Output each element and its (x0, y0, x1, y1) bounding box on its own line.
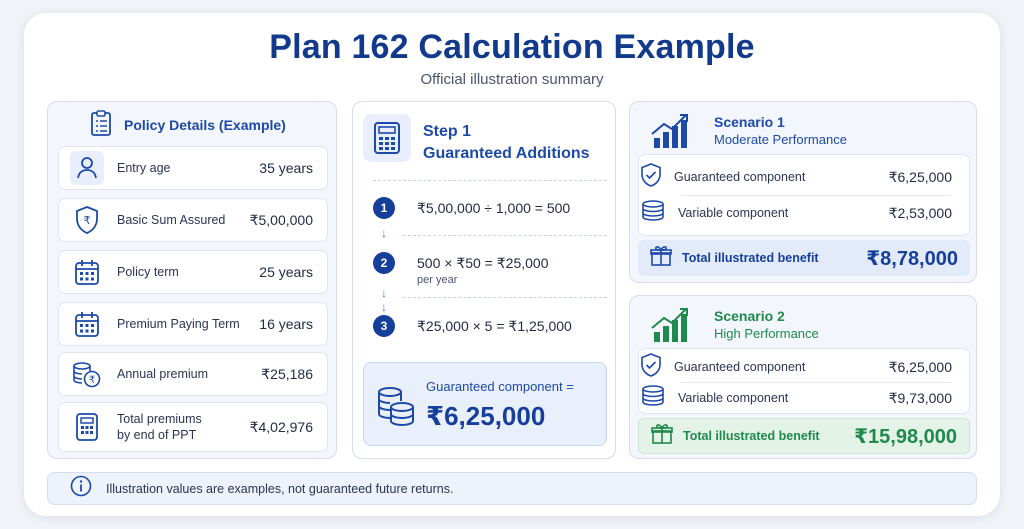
scenario-name: Scenario 2 (714, 308, 785, 324)
row-label: Policy term (117, 265, 179, 279)
result-label: Guaranteed component = (426, 379, 574, 394)
scenario-header (650, 112, 847, 155)
step-title-line2: Guaranteed Additions (423, 145, 590, 162)
step-number: 1 (373, 197, 395, 219)
guaranteed-row (640, 352, 952, 382)
scenario-1-panel (629, 101, 977, 283)
arrow-down-icon: ↓ (381, 226, 387, 240)
calc-step-2 (373, 252, 603, 286)
row-label: Variable component (678, 206, 789, 220)
calc-expression: ₹5,00,000 ÷ 1,000 = 500 (417, 199, 571, 216)
total-label: Total illustrated benefit (682, 251, 819, 265)
policy-row-policy-term (58, 250, 328, 294)
row-label: Entry age (117, 161, 171, 175)
row-value: 35 years (259, 160, 313, 176)
variable-row (640, 383, 952, 413)
divider (403, 297, 607, 298)
total-benefit-row (638, 418, 970, 454)
row-label: Total premiums by end of PPT (117, 412, 202, 442)
policy-row-total-premiums (58, 402, 328, 452)
coins-icon (640, 385, 666, 412)
row-value: 16 years (259, 316, 313, 332)
row-label: Variable component (678, 391, 789, 405)
divider (373, 180, 607, 181)
total-label: Total illustrated benefit (683, 429, 820, 443)
divider (403, 235, 607, 236)
shield-check-icon (640, 163, 662, 192)
step-number: 3 (373, 315, 395, 337)
chart-growth-icon (650, 112, 692, 155)
policy-row-sum-assured (58, 198, 328, 242)
calendar-icon (67, 310, 107, 338)
coins-icon (640, 200, 666, 227)
chart-growth-icon (650, 306, 692, 349)
arrow-down-icon: ↓ ↓ (381, 286, 387, 314)
row-label: Basic Sum Assured (117, 213, 226, 227)
step-panel (352, 101, 616, 459)
page-subtitle: Official illustration summary (420, 71, 604, 88)
scenario-title (714, 306, 819, 349)
total-value: ₹15,98,000 (854, 425, 957, 448)
guaranteed-component-box (363, 362, 607, 446)
row-label: Guaranteed component (674, 170, 806, 184)
step-title-line1: Step 1 (423, 123, 472, 140)
row-label: Premium Paying Term (117, 317, 240, 331)
row-label: Guaranteed component (674, 360, 806, 374)
calc-expression: 500 × ₹50 = ₹25,000 (417, 254, 549, 271)
policy-details-panel (47, 101, 337, 459)
scenario-header (650, 306, 819, 349)
step-title (423, 114, 590, 165)
row-label: Annual premium (117, 367, 209, 381)
scenario-title (714, 112, 847, 155)
info-icon (70, 475, 92, 502)
disclaimer-note (47, 472, 977, 505)
svg-text:₹: ₹ (83, 214, 91, 227)
scenario-subtitle: Moderate Performance (714, 132, 847, 147)
gift-icon (650, 245, 672, 272)
row-value: ₹9,73,000 (888, 389, 952, 406)
row-value: 25 years (259, 264, 313, 280)
person-icon (67, 151, 107, 185)
calc-expression: ₹25,000 × 5 = ₹1,25,000 (417, 317, 572, 334)
shield-check-icon (640, 353, 662, 382)
row-value: ₹4,02,976 (249, 418, 313, 435)
calc-note: per year (417, 274, 458, 286)
row-value: ₹6,25,000 (888, 168, 952, 185)
rupee-shield-icon (67, 205, 107, 235)
clipboard-icon (90, 110, 112, 141)
policy-details-heading (90, 112, 286, 138)
calculator-icon (67, 412, 107, 442)
result-value: ₹6,25,000 (426, 401, 546, 431)
scenario-subtitle: High Performance (714, 326, 819, 341)
guaranteed-row (640, 162, 952, 192)
scenario-name: Scenario 1 (714, 114, 785, 130)
calculator-icon (363, 114, 411, 162)
disclaimer-text: Illustration values are examples, not guaranteed future returns. (106, 481, 454, 496)
calc-step-1 (373, 197, 603, 219)
svg-text:₹: ₹ (88, 375, 96, 386)
row-value: ₹2,53,000 (888, 204, 952, 221)
total-value: ₹8,78,000 (866, 247, 958, 270)
page-title: Plan 162 Calculation Example (269, 28, 755, 66)
step-number: 2 (373, 252, 395, 274)
gift-icon (651, 423, 673, 450)
coins-icon (67, 359, 107, 389)
divider (680, 195, 952, 196)
calendar-icon (67, 258, 107, 286)
total-benefit-row (638, 240, 970, 276)
row-value: ₹6,25,000 (888, 358, 952, 375)
policy-details-title: Policy Details (Example) (124, 117, 286, 133)
variable-row (640, 198, 952, 228)
coins-icon (376, 385, 416, 434)
row-value: ₹25,186 (261, 365, 313, 382)
calc-step-3 (373, 315, 603, 337)
row-value: ₹5,00,000 (249, 211, 313, 228)
step-header (363, 114, 590, 165)
policy-row-entry-age (58, 146, 328, 190)
policy-row-annual-premium (58, 352, 328, 396)
policy-row-ppt (58, 302, 328, 346)
scenario-2-panel (629, 295, 977, 459)
